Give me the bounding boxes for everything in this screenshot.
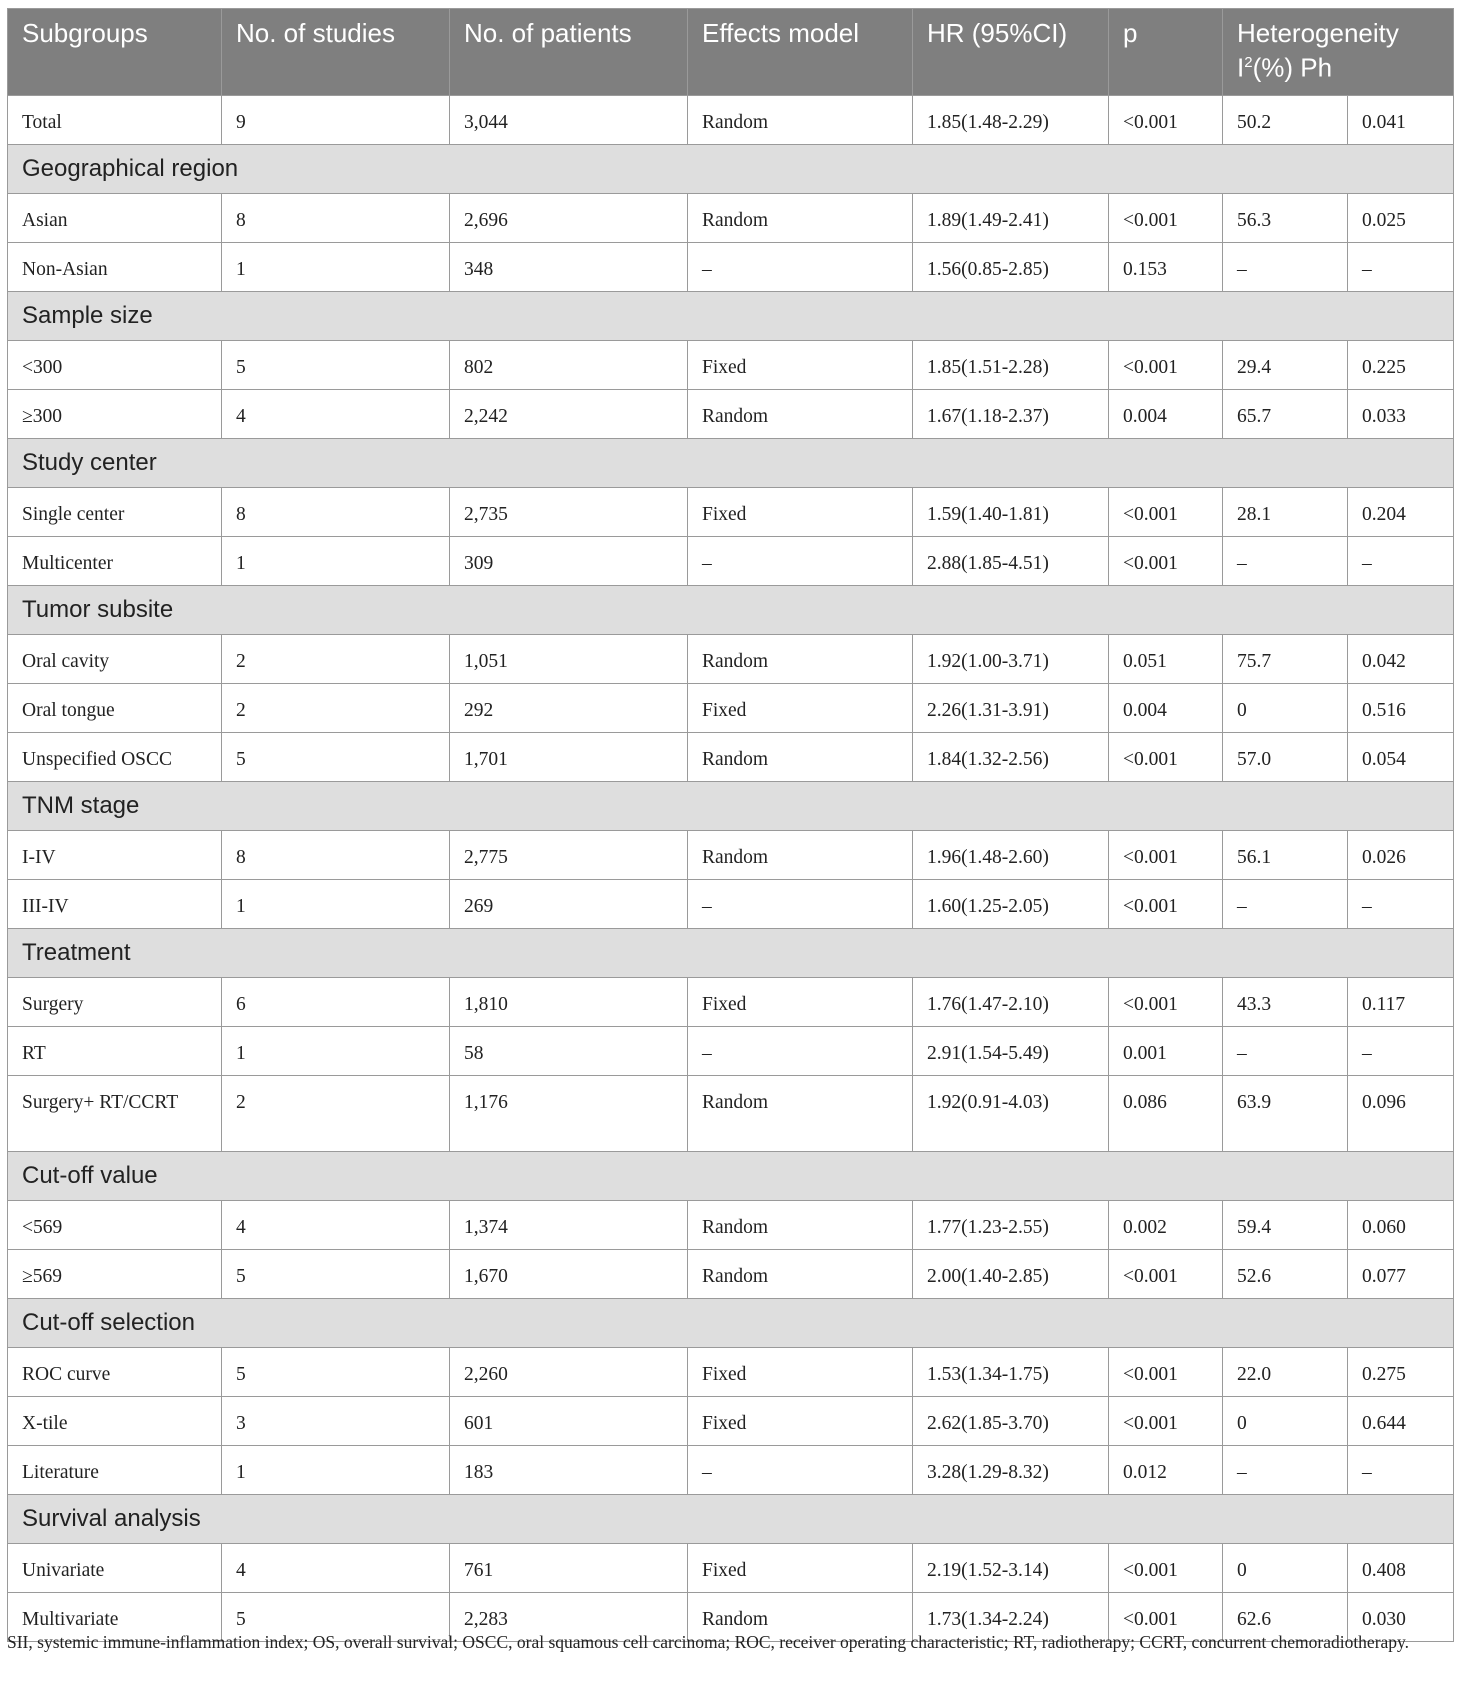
p-cell: 0.004 [1109,389,1223,438]
i2-cell: 50.2 [1223,95,1348,144]
hr-cell: 2.88(1.85-4.51) [913,536,1109,585]
patients-cell: 601 [450,1396,688,1445]
table-row [8,830,1454,879]
p-cell: 0.012 [1109,1445,1223,1494]
hr-cell: 1.96(1.48-2.60) [913,830,1109,879]
ph-cell: 0.117 [1348,977,1454,1026]
patients-cell: 2,242 [450,389,688,438]
effects-model-cell: Random [688,95,913,144]
studies-cell: 9 [222,95,450,144]
effects-model-cell: Random [688,830,913,879]
header-p: p [1109,9,1223,96]
hr-cell: 1.84(1.32-2.56) [913,732,1109,781]
header-patients: No. of patients [450,9,688,96]
i2-cell: 29.4 [1223,340,1348,389]
ph-cell: 0.042 [1348,634,1454,683]
group-label: TNM stage [8,781,1454,830]
subgroup-cell: Literature [8,1445,222,1494]
i2-cell: 0 [1223,683,1348,732]
hr-cell: 2.19(1.52-3.14) [913,1543,1109,1592]
subgroup-cell: Univariate [8,1543,222,1592]
p-cell: <0.001 [1109,340,1223,389]
ph-cell: 0.054 [1348,732,1454,781]
patients-cell: 2,283 [450,1592,688,1641]
hr-cell: 3.28(1.29-8.32) [913,1445,1109,1494]
patients-cell: 58 [450,1026,688,1075]
p-cell: <0.001 [1109,1347,1223,1396]
hr-cell: 1.77(1.23-2.55) [913,1200,1109,1249]
effects-model-cell: – [688,242,913,291]
p-cell: <0.001 [1109,732,1223,781]
hr-cell: 1.85(1.48-2.29) [913,95,1109,144]
patients-cell: 269 [450,879,688,928]
i2-cell: – [1223,879,1348,928]
studies-cell: 3 [222,1396,450,1445]
table-row [8,634,1454,683]
studies-cell: 1 [222,242,450,291]
patients-cell: 1,810 [450,977,688,1026]
studies-cell: 5 [222,1249,450,1298]
subgroup-analysis-table [7,8,1454,1642]
ph-cell: 0.060 [1348,1200,1454,1249]
patients-cell: 3,044 [450,95,688,144]
table-row [8,683,1454,732]
studies-cell: 1 [222,536,450,585]
effects-model-cell: Fixed [688,977,913,1026]
effects-model-cell: – [688,1026,913,1075]
p-cell: <0.001 [1109,879,1223,928]
ph-cell: 0.025 [1348,193,1454,242]
p-cell: <0.001 [1109,1592,1223,1641]
ph-cell: – [1348,242,1454,291]
effects-model-cell: Random [688,1592,913,1641]
subgroup-cell: <569 [8,1200,222,1249]
effects-model-cell: Fixed [688,487,913,536]
patients-cell: 183 [450,1445,688,1494]
effects-model-cell: – [688,879,913,928]
studies-cell: 1 [222,1445,450,1494]
group-label: Geographical region [8,144,1454,193]
group-label: Treatment [8,928,1454,977]
group-label: Study center [8,438,1454,487]
ph-cell: 0.516 [1348,683,1454,732]
i2-cell: – [1223,1026,1348,1075]
hr-cell: 1.92(0.91-4.03) [913,1075,1109,1151]
i2-cell: 0 [1223,1396,1348,1445]
p-cell: <0.001 [1109,193,1223,242]
p-cell: 0.086 [1109,1075,1223,1151]
studies-cell: 6 [222,977,450,1026]
subgroup-cell: <300 [8,340,222,389]
studies-cell: 2 [222,1075,450,1151]
effects-model-cell: Random [688,389,913,438]
header-studies: No. of studies [222,9,450,96]
i2-cell: 22.0 [1223,1347,1348,1396]
studies-cell: 8 [222,487,450,536]
studies-cell: 1 [222,1026,450,1075]
p-cell: <0.001 [1109,1543,1223,1592]
p-cell: <0.001 [1109,1249,1223,1298]
header-hr: HR (95%CI) [913,9,1109,96]
p-cell: 0.001 [1109,1026,1223,1075]
header-heterogeneity-i: I [1237,52,1245,83]
patients-cell: 802 [450,340,688,389]
header-effects-model: Effects model [688,9,913,96]
hr-cell: 1.60(1.25-2.05) [913,879,1109,928]
subgroup-cell: Non-Asian [8,242,222,291]
patients-cell: 1,701 [450,732,688,781]
p-cell: <0.001 [1109,830,1223,879]
group-label: Tumor subsite [8,585,1454,634]
subgroup-cell: Total [8,95,222,144]
effects-model-cell: Random [688,634,913,683]
table-row [8,389,1454,438]
p-cell: <0.001 [1109,977,1223,1026]
table-body [8,95,1454,1641]
p-cell: 0.051 [1109,634,1223,683]
hr-cell: 2.00(1.40-2.85) [913,1249,1109,1298]
patients-cell: 2,696 [450,193,688,242]
group-header-row [8,928,1454,977]
effects-model-cell: – [688,536,913,585]
ph-cell: – [1348,1445,1454,1494]
subgroup-cell: III-IV [8,879,222,928]
effects-model-cell: Random [688,1200,913,1249]
p-cell: <0.001 [1109,1396,1223,1445]
group-header-row [8,585,1454,634]
table-header [8,9,1454,96]
effects-model-cell: Fixed [688,683,913,732]
effects-model-cell: Fixed [688,340,913,389]
table-row [8,1396,1454,1445]
ph-cell: – [1348,536,1454,585]
subgroup-cell: Oral cavity [8,634,222,683]
patients-cell: 1,670 [450,1249,688,1298]
ph-cell: 0.275 [1348,1347,1454,1396]
patients-cell: 2,775 [450,830,688,879]
group-header-row [8,781,1454,830]
studies-cell: 5 [222,1347,450,1396]
effects-model-cell: Random [688,193,913,242]
ph-cell: 0.225 [1348,340,1454,389]
i2-cell: 0 [1223,1543,1348,1592]
hr-cell: 1.89(1.49-2.41) [913,193,1109,242]
subgroup-cell: Single center [8,487,222,536]
patients-cell: 1,374 [450,1200,688,1249]
subgroup-analysis-table-wrapper [7,8,1453,1642]
table-row [8,977,1454,1026]
studies-cell: 5 [222,340,450,389]
header-heterogeneity-suffix: (%) Ph [1252,52,1333,83]
hr-cell: 1.56(0.85-2.85) [913,242,1109,291]
studies-cell: 4 [222,1543,450,1592]
studies-cell: 2 [222,634,450,683]
i2-cell: – [1223,1445,1348,1494]
patients-cell: 1,051 [450,634,688,683]
ph-cell: 0.030 [1348,1592,1454,1641]
effects-model-cell: Fixed [688,1543,913,1592]
table-row [8,95,1454,144]
ph-cell: 0.204 [1348,487,1454,536]
group-header-row [8,1151,1454,1200]
studies-cell: 4 [222,1200,450,1249]
subgroup-cell: Surgery [8,977,222,1026]
hr-cell: 1.67(1.18-2.37) [913,389,1109,438]
studies-cell: 5 [222,732,450,781]
group-label: Cut-off value [8,1151,1454,1200]
hr-cell: 1.59(1.40-1.81) [913,487,1109,536]
group-header-row [8,291,1454,340]
hr-cell: 2.62(1.85-3.70) [913,1396,1109,1445]
effects-model-cell: Random [688,1075,913,1151]
hr-cell: 2.26(1.31-3.91) [913,683,1109,732]
header-heterogeneity [1223,9,1454,96]
subgroup-cell: Surgery+ RT/CCRT [8,1075,222,1151]
ph-cell: 0.041 [1348,95,1454,144]
studies-cell: 5 [222,1592,450,1641]
subgroup-cell: ≥300 [8,389,222,438]
ph-cell: 0.033 [1348,389,1454,438]
hr-cell: 1.73(1.34-2.24) [913,1592,1109,1641]
effects-model-cell: Fixed [688,1396,913,1445]
studies-cell: 8 [222,830,450,879]
table-row [8,242,1454,291]
subgroup-cell: Multicenter [8,536,222,585]
i2-cell: 43.3 [1223,977,1348,1026]
effects-model-cell: Random [688,1249,913,1298]
hr-cell: 1.53(1.34-1.75) [913,1347,1109,1396]
studies-cell: 1 [222,879,450,928]
subgroup-cell: RT [8,1026,222,1075]
table-row [8,1026,1454,1075]
ph-cell: 0.096 [1348,1075,1454,1151]
i2-cell: 62.6 [1223,1592,1348,1641]
effects-model-cell: Fixed [688,1347,913,1396]
patients-cell: 348 [450,242,688,291]
ph-cell: 0.644 [1348,1396,1454,1445]
subgroup-cell: ROC curve [8,1347,222,1396]
studies-cell: 4 [222,389,450,438]
i2-cell: – [1223,242,1348,291]
ph-cell: 0.026 [1348,830,1454,879]
studies-cell: 2 [222,683,450,732]
group-header-row [8,438,1454,487]
hr-cell: 1.85(1.51-2.28) [913,340,1109,389]
hr-cell: 2.91(1.54-5.49) [913,1026,1109,1075]
group-header-row [8,1494,1454,1543]
table-row [8,536,1454,585]
patients-cell: 1,176 [450,1075,688,1151]
p-cell: <0.001 [1109,536,1223,585]
hr-cell: 1.92(1.00-3.71) [913,634,1109,683]
p-cell: <0.001 [1109,487,1223,536]
group-header-row [8,1298,1454,1347]
i2-cell: – [1223,536,1348,585]
ph-cell: 0.408 [1348,1543,1454,1592]
subgroup-cell: ≥569 [8,1249,222,1298]
i2-cell: 28.1 [1223,487,1348,536]
subgroup-cell: I-IV [8,830,222,879]
table-row [8,340,1454,389]
subgroup-cell: Asian [8,193,222,242]
hr-cell: 1.76(1.47-2.10) [913,977,1109,1026]
ph-cell: – [1348,1026,1454,1075]
table-row [8,1543,1454,1592]
group-label: Cut-off selection [8,1298,1454,1347]
subgroup-cell: Unspecified OSCC [8,732,222,781]
i2-cell: 52.6 [1223,1249,1348,1298]
header-row [8,9,1454,96]
p-cell: 0.004 [1109,683,1223,732]
header-heterogeneity-title: Heterogeneity [1237,18,1399,48]
table-row [8,879,1454,928]
table-row [8,487,1454,536]
table-row [8,732,1454,781]
subgroup-cell: X-tile [8,1396,222,1445]
i2-cell: 56.3 [1223,193,1348,242]
patients-cell: 2,260 [450,1347,688,1396]
table-row [8,1200,1454,1249]
patients-cell: 761 [450,1543,688,1592]
table-row [8,1347,1454,1396]
table-row [8,193,1454,242]
effects-model-cell: Random [688,732,913,781]
patients-cell: 2,735 [450,487,688,536]
patients-cell: 309 [450,536,688,585]
table-row [8,1249,1454,1298]
header-heterogeneity-sup: 2 [1244,54,1253,71]
p-cell: 0.153 [1109,242,1223,291]
group-label: Sample size [8,291,1454,340]
header-subgroups: Subgroups [8,9,222,96]
group-label: Survival analysis [8,1494,1454,1543]
p-cell: 0.002 [1109,1200,1223,1249]
subgroup-cell: Multivariate [8,1592,222,1641]
studies-cell: 8 [222,193,450,242]
i2-cell: 63.9 [1223,1075,1348,1151]
patients-cell: 292 [450,683,688,732]
i2-cell: 59.4 [1223,1200,1348,1249]
i2-cell: 56.1 [1223,830,1348,879]
effects-model-cell: – [688,1445,913,1494]
ph-cell: – [1348,879,1454,928]
i2-cell: 75.7 [1223,634,1348,683]
i2-cell: 57.0 [1223,732,1348,781]
table-footnote: SII, systemic immune-inflammation index; OS, overall survival; OSCC, oral squamous cell carcinoma; ROC, receiver operating characteristic; RT, radiotherapy; CCRT, concurrent chemoradiotherapy. [7,1632,1410,1652]
i2-cell: 65.7 [1223,389,1348,438]
table-row [8,1075,1454,1151]
ph-cell: 0.077 [1348,1249,1454,1298]
p-cell: <0.001 [1109,95,1223,144]
subgroup-cell: Oral tongue [8,683,222,732]
group-header-row [8,144,1454,193]
table-row [8,1445,1454,1494]
